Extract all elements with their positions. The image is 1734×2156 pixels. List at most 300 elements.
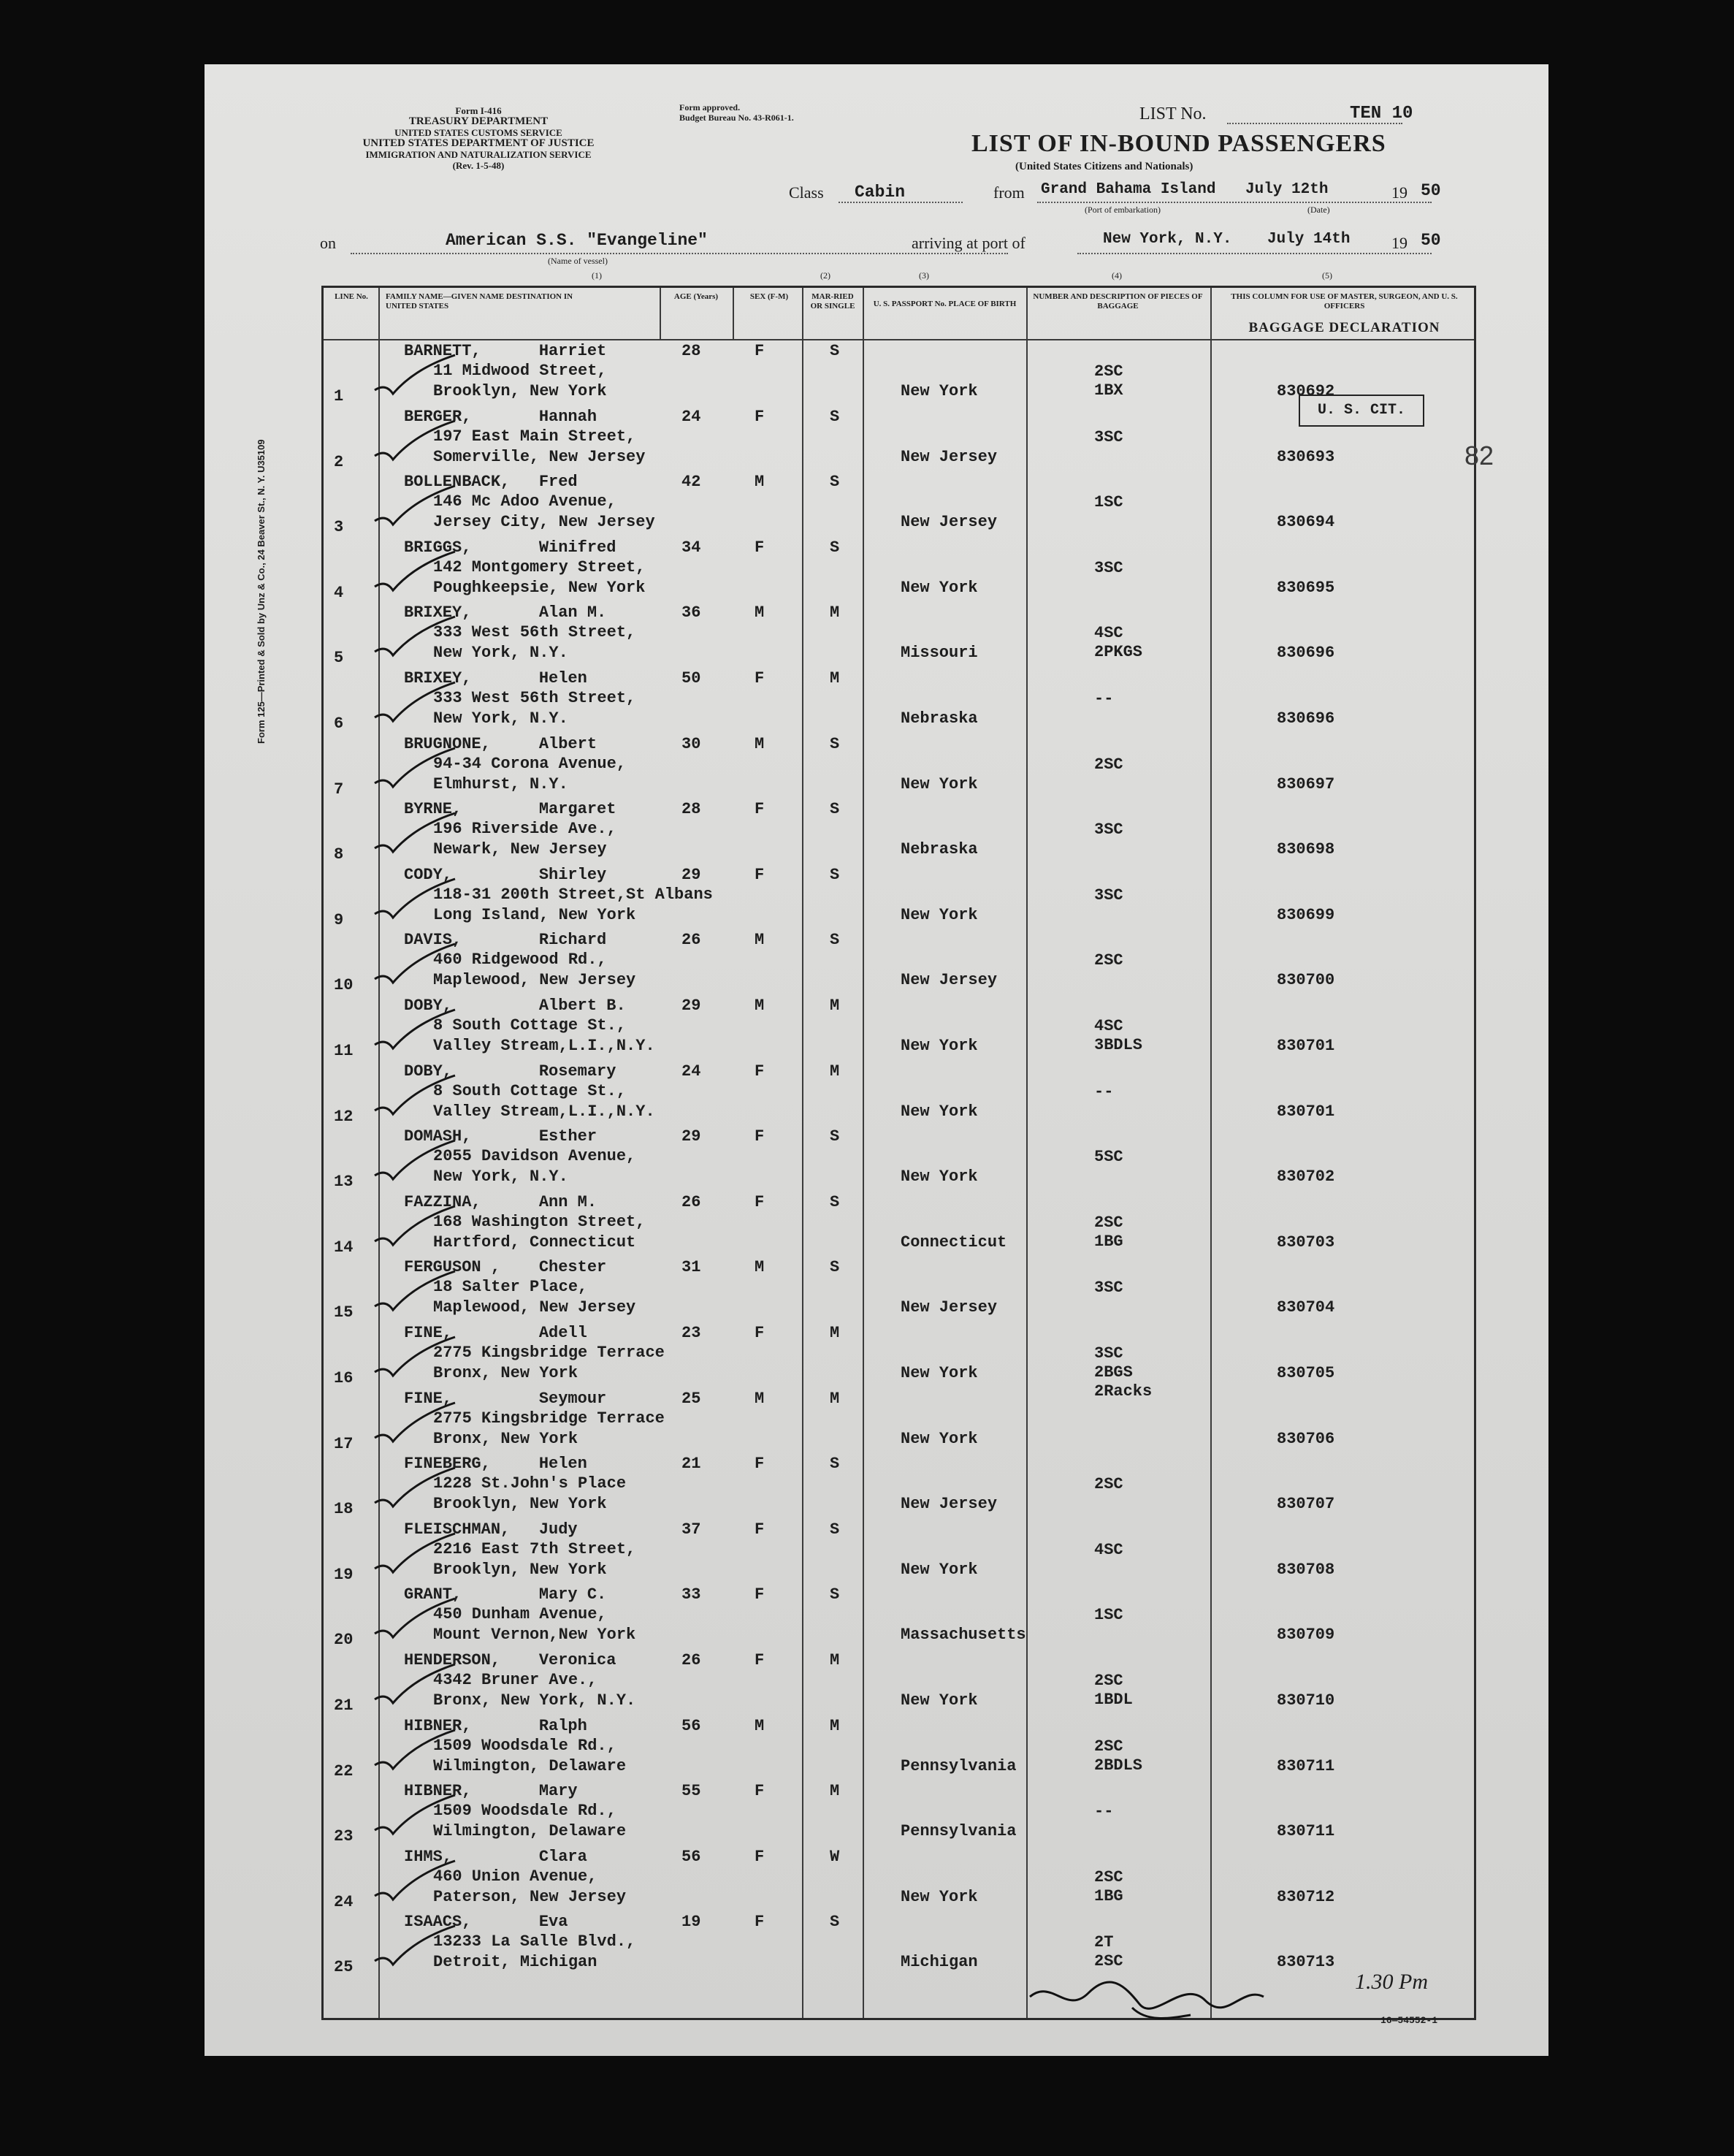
cell-name: FINEBERG, Helen (404, 1455, 587, 1474)
cell-place: New Jersey (901, 971, 998, 990)
cell-addr2: Newark, New Jersey (433, 840, 607, 859)
cell-decl: 830699 (1277, 905, 1335, 924)
cell-marital: M (830, 603, 840, 622)
cell-line: 13 (334, 1173, 354, 1192)
cell-decl: 830696 (1277, 644, 1335, 663)
cell-addr2: Hartford, Connecticut (433, 1233, 636, 1252)
cell-addr2: Jersey City, New Jersey (433, 513, 655, 532)
page-subtitle: (United States Citizens and Nationals) (1015, 161, 1193, 172)
cell-marital: M (830, 669, 840, 687)
cell-bag1: 1SC (1094, 1606, 1123, 1625)
cell-bag1: 2SC (1094, 1867, 1123, 1886)
cell-sex: M (755, 1258, 765, 1277)
cell-place: New York (901, 774, 978, 793)
cell-age: 56 (681, 1716, 701, 1735)
cell-sex: F (755, 800, 765, 819)
cell-decl: 830696 (1277, 709, 1335, 728)
cell-addr1: 146 Mc Adoo Avenue, (433, 492, 616, 511)
cell-sex: F (755, 538, 765, 557)
cell-name: FERGUSON , Chester (404, 1258, 607, 1277)
cell-addr1: 196 Riverside Ave., (433, 820, 616, 839)
cell-bag2: 1BDL (1094, 1691, 1133, 1709)
cell-place: New York (901, 1167, 978, 1186)
cell-marital: M (830, 997, 840, 1015)
cell-bag1: 5SC (1094, 1148, 1123, 1167)
cell-decl: 830707 (1277, 1495, 1335, 1514)
cell-decl: 830713 (1277, 1953, 1335, 1972)
cell-place: Massachusetts (901, 1626, 1026, 1645)
cell-decl: 830706 (1277, 1429, 1335, 1448)
cell-bag1: 2T (1094, 1933, 1114, 1952)
cell-addr1: 1228 St.John's Place (433, 1474, 627, 1493)
cell-decl: 830693 (1277, 447, 1335, 466)
cell-line: 17 (334, 1434, 354, 1453)
cell-addr2: New York, N.Y. (433, 644, 568, 663)
from-label: from (993, 183, 1025, 202)
arriving-label: arriving at port of (912, 234, 1025, 252)
col-number: (1) (592, 270, 602, 281)
cell-bag1: 1SC (1094, 493, 1123, 512)
cell-addr1: 8 South Cottage St., (433, 1081, 627, 1100)
cell-sex: F (755, 342, 765, 360)
on-label: on (320, 234, 336, 252)
cell-decl: 830710 (1277, 1691, 1335, 1710)
table-row (324, 1061, 1474, 1126)
cell-name: BRIXEY, Helen (404, 669, 587, 687)
cell-bag2: 1BG (1094, 1886, 1123, 1905)
table-row (324, 1519, 1474, 1584)
cell-place: Nebraska (901, 840, 978, 859)
cell-bag1: 2SC (1094, 1475, 1123, 1494)
cell-name: BRIXEY, Alan M. (404, 603, 607, 622)
cell-addr1: 197 East Main Street, (433, 427, 636, 446)
cell-age: 19 (681, 1913, 701, 1932)
cell-addr2: Wilmington, Delaware (433, 1756, 627, 1775)
cell-addr1: 333 West 56th Street, (433, 623, 636, 642)
header-name: FAMILY NAME—GIVEN NAME DESTINATION IN UNITED STATES (386, 292, 573, 311)
cell-bag2: 2BDLS (1094, 1756, 1143, 1775)
cell-addr1: 94-34 Corona Avenue, (433, 754, 627, 773)
cell-addr2: Valley Stream,L.I.,N.Y. (433, 1102, 655, 1121)
page-title: LIST OF IN-BOUND PASSENGERS (971, 130, 1386, 157)
cell-line: 1 (334, 387, 344, 405)
cell-sex: F (755, 1520, 765, 1539)
cell-bag2: 1BG (1094, 1232, 1123, 1251)
cell-place: New York (901, 1429, 978, 1448)
cell-name: FINE, Adell (404, 1324, 587, 1342)
cell-name: ISAACS, Eva (404, 1913, 568, 1932)
cell-bag1: 2SC (1094, 1213, 1123, 1232)
cell-name: FINE, Seymour (404, 1389, 607, 1408)
header-sex: SEX (F-M) (749, 292, 789, 301)
cell-place: New Jersey (901, 1495, 998, 1514)
class-label: Class (789, 183, 824, 202)
cell-place: Connecticut (901, 1233, 1007, 1252)
header-line-no: LINE No. (335, 292, 368, 301)
cell-marital: S (830, 800, 840, 819)
table-row (324, 1453, 1474, 1518)
cell-bag1: 3SC (1094, 885, 1123, 904)
cell-age: 31 (681, 1258, 701, 1277)
cell-name: DAVIS, Richard (404, 931, 607, 950)
cell-bag1: 3SC (1094, 820, 1123, 839)
cell-name: DOBY, Albert B. (404, 997, 626, 1015)
cell-decl: 830692 (1277, 382, 1335, 400)
signature-time: 1.30 Pm (1355, 1970, 1428, 1994)
cell-marital: S (830, 538, 840, 557)
cell-age: 34 (681, 538, 701, 557)
cell-place: New Jersey (901, 1298, 998, 1317)
cell-marital: S (830, 931, 840, 950)
embark-year-prefix: 19 (1391, 183, 1408, 202)
cell-bag1: 2SC (1094, 1672, 1123, 1690)
header-passport: U. S. PASSPORT No. PLACE OF BIRTH (873, 300, 1017, 308)
cell-place: Pennsylvania (901, 1756, 1017, 1775)
col-number: (3) (919, 270, 929, 281)
cell-addr1: 8 South Cottage St., (433, 1016, 627, 1035)
cell-bag1: 4SC (1094, 624, 1123, 643)
header-age: AGE (Years) (673, 292, 719, 301)
cell-age: 24 (681, 1062, 701, 1081)
cell-line: 24 (334, 1892, 354, 1911)
form-identifier: Form I-416 TREASURY DEPARTMENT UNITED STATES CUSTOMS SERVICE UNITED STATES DEPARTMENT OF JUSTICE IMMIGRATION AND NATURALIZATION SERVICE (Rev. 1-5-48) (362, 105, 595, 171)
cell-addr1: 1509 Woodsdale Rd., (433, 1736, 616, 1755)
cell-age: 50 (681, 669, 701, 687)
date-caption: (Date) (1307, 205, 1330, 215)
cell-name: IHMS, Clara (404, 1847, 587, 1866)
cell-marital: S (830, 407, 840, 426)
budget-approval: Form approved. Budget Bureau No. 43-R061-1. (679, 102, 794, 123)
cell-decl: 830705 (1277, 1364, 1335, 1382)
cell-marital: M (830, 1389, 840, 1408)
cell-addr2: Brooklyn, New York (433, 1495, 607, 1514)
cell-name: HIBNER, Mary (404, 1782, 578, 1801)
cell-name: CODY, Shirley (404, 865, 607, 884)
table-row (324, 1257, 1474, 1322)
cell-marital: W (830, 1847, 840, 1866)
cell-addr2: Maplewood, New Jersey (433, 1298, 636, 1317)
cell-bag2: 1BX (1094, 381, 1123, 400)
cell-name: BYRNE, Margaret (404, 800, 616, 819)
col-number: (5) (1322, 270, 1332, 281)
cell-decl: 830700 (1277, 971, 1335, 990)
cell-sex: F (755, 1062, 765, 1081)
cell-place: New York (901, 905, 978, 924)
cell-marital: S (830, 1127, 840, 1146)
cell-place: New Jersey (901, 447, 998, 466)
port-embark-caption: (Port of embarkation) (1085, 205, 1161, 215)
cell-sex: F (755, 1585, 765, 1604)
list-no-label: LIST No. (1139, 104, 1207, 123)
cell-addr2: Valley Stream,L.I.,N.Y. (433, 1037, 655, 1055)
table-row (324, 1584, 1474, 1649)
cell-decl: 830694 (1277, 513, 1335, 532)
cell-age: 37 (681, 1520, 701, 1539)
cell-name: BERGER, Hannah (404, 407, 597, 426)
cell-sex: F (755, 1847, 765, 1866)
cell-bag1: 2SC (1094, 951, 1123, 970)
arrival-year: 50 (1421, 231, 1441, 250)
cell-name: HIBNER, Ralph (404, 1716, 587, 1735)
cell-addr2: Bronx, New York, N.Y. (433, 1691, 636, 1710)
cell-addr2: Detroit, Michigan (433, 1953, 597, 1972)
cell-addr2: Elmhurst, N.Y. (433, 774, 568, 793)
cell-addr2: Brooklyn, New York (433, 382, 607, 400)
cell-name: BRIGGS, Winifred (404, 538, 616, 557)
cell-bag1: 2SC (1094, 362, 1123, 381)
cell-sex: F (755, 1455, 765, 1474)
cell-sex: M (755, 603, 765, 622)
cell-bag1: 2SC (1094, 1737, 1123, 1756)
us-citizen-stamp: U. S. CIT. (1299, 395, 1424, 427)
cell-addr1: 1509 Woodsdale Rd., (433, 1802, 616, 1821)
cell-sex: F (755, 1913, 765, 1932)
cell-bag1: -- (1094, 1082, 1114, 1101)
cell-addr1: 2775 Kingsbridge Terrace (433, 1344, 665, 1362)
cell-bag3: 2Racks (1094, 1382, 1153, 1401)
cell-line: 8 (334, 845, 344, 864)
cell-bag2: 2BGS (1094, 1363, 1133, 1382)
cell-place: New York (901, 578, 978, 597)
cell-addr1: 2055 Davidson Avenue, (433, 1147, 636, 1166)
cell-name: HENDERSON, Veronica (404, 1651, 616, 1669)
cell-addr2: Paterson, New Jersey (433, 1887, 627, 1906)
cell-place: New York (901, 382, 978, 400)
cell-line: 4 (334, 583, 344, 602)
cell-line: 16 (334, 1369, 354, 1387)
cell-sex: M (755, 473, 765, 492)
cell-bag1: 3SC (1094, 1279, 1123, 1298)
cell-bag1: -- (1094, 1802, 1114, 1821)
port-of-embarkation: Grand Bahama Island (1041, 181, 1216, 198)
cell-line: 3 (334, 518, 344, 537)
cell-addr2: Poughkeepsie, New York (433, 578, 646, 597)
cell-addr1: 11 Midwood Street, (433, 362, 607, 380)
cell-place: Missouri (901, 644, 978, 663)
cell-sex: F (755, 669, 765, 687)
cell-marital: S (830, 342, 840, 360)
header-baggage: NUMBER AND DESCRIPTION OF PIECES OF BAGGAGE (1033, 292, 1203, 311)
cell-name: BARNETT, Harriet (404, 342, 607, 360)
cell-name: DOBY, Rosemary (404, 1062, 616, 1081)
cell-age: 25 (681, 1389, 701, 1408)
cell-addr2: Mount Vernon,New York (433, 1626, 636, 1645)
cell-addr1: 13233 La Salle Blvd., (433, 1932, 636, 1951)
cell-decl: 830698 (1277, 840, 1335, 859)
cell-age: 26 (681, 1651, 701, 1669)
cell-name: DOMASH, Esther (404, 1127, 597, 1146)
embark-date: July 12th (1245, 181, 1329, 198)
cell-addr1: 460 Ridgewood Rd., (433, 951, 607, 970)
cell-addr2: Somerville, New Jersey (433, 447, 646, 466)
cell-place: New York (901, 1037, 978, 1055)
cell-place: New York (901, 1691, 978, 1710)
cell-sex: M (755, 1716, 765, 1735)
table-row (324, 1650, 1474, 1715)
cell-age: 33 (681, 1585, 701, 1604)
cell-age: 55 (681, 1782, 701, 1801)
inspector-signature (1023, 1964, 1300, 2030)
cell-decl: 830695 (1277, 578, 1335, 597)
cell-age: 42 (681, 473, 701, 492)
cell-marital: S (830, 734, 840, 753)
cell-marital: S (830, 1455, 840, 1474)
cell-place: New York (901, 1364, 978, 1382)
cell-addr1: 2216 East 7th Street, (433, 1539, 636, 1558)
table-row (324, 734, 1474, 799)
cell-place: Nebraska (901, 709, 978, 728)
cell-bag2: 3BDLS (1094, 1036, 1143, 1054)
cell-bag1: 3SC (1094, 427, 1123, 446)
cell-line: 5 (334, 649, 344, 668)
cell-line: 21 (334, 1696, 354, 1715)
cell-marital: M (830, 1062, 840, 1081)
cell-marital: S (830, 1913, 840, 1932)
cell-addr1: 333 West 56th Street, (433, 689, 636, 707)
cell-name: BOLLENBACK, Fred (404, 473, 578, 492)
cell-marital: S (830, 1192, 840, 1211)
cell-line: 10 (334, 976, 354, 995)
embark-year: 50 (1421, 181, 1441, 200)
cell-addr1: 460 Union Avenue, (433, 1867, 597, 1886)
cell-sex: F (755, 865, 765, 884)
table-row (324, 1388, 1474, 1453)
cell-sex: M (755, 931, 765, 950)
list-no-value: TEN 10 (1350, 104, 1413, 123)
cell-bag1: 3SC (1094, 1344, 1123, 1363)
cell-place: New York (901, 1560, 978, 1579)
class-value: Cabin (855, 183, 906, 202)
table-row (324, 799, 1474, 864)
cell-age: 24 (681, 407, 701, 426)
printer-imprint: Form 125—Printed & Sold by Unz & Co., 24 Beaver St., N. Y. U35109 (256, 439, 267, 744)
cell-decl: 830704 (1277, 1298, 1335, 1317)
cell-line: 14 (334, 1238, 354, 1257)
cell-age: 29 (681, 997, 701, 1015)
cell-name: FAZZINA, Ann M. (404, 1192, 597, 1211)
cell-line: 9 (334, 910, 344, 929)
header-baggage-declaration: BAGGAGE DECLARATION (1248, 320, 1440, 335)
cell-addr1: 118-31 200th Street,St Albans (433, 885, 713, 904)
table-row (324, 1780, 1474, 1845)
cell-decl: 830711 (1277, 1756, 1335, 1775)
cell-marital: M (830, 1324, 840, 1342)
cell-sex: F (755, 407, 765, 426)
footer-code: 16—54552-1 (1380, 2015, 1438, 2026)
cell-age: 28 (681, 342, 701, 360)
cell-addr2: New York, N.Y. (433, 1167, 568, 1186)
cell-sex: F (755, 1782, 765, 1801)
passenger-table (321, 286, 1476, 2020)
cell-bag1: 2SC (1094, 755, 1123, 774)
vessel-caption: (Name of vessel) (548, 256, 608, 266)
cell-place: New Jersey (901, 513, 998, 532)
cell-age: 26 (681, 1192, 701, 1211)
cell-decl: 830712 (1277, 1887, 1335, 1906)
cell-age: 26 (681, 931, 701, 950)
cell-place: New York (901, 1102, 978, 1121)
cell-name: FLEISCHMAN, Judy (404, 1520, 578, 1539)
cell-line: 7 (334, 780, 344, 799)
cell-decl: 830703 (1277, 1233, 1335, 1252)
cell-bag2: 2SC (1094, 1952, 1123, 1971)
cell-addr1: 450 Dunham Avenue, (433, 1605, 607, 1624)
cell-addr2: Bronx, New York (433, 1364, 578, 1382)
cell-decl: 830708 (1277, 1560, 1335, 1579)
cell-age: 29 (681, 865, 701, 884)
cell-name: BRUGNONE, Albert (404, 734, 597, 753)
cell-place: Michigan (901, 1953, 978, 1972)
cell-marital: M (830, 1782, 840, 1801)
cell-decl: 830711 (1277, 1822, 1335, 1841)
table-row (324, 1846, 1474, 1911)
cell-bag1: 4SC (1094, 1540, 1123, 1559)
cell-line: 15 (334, 1303, 354, 1322)
cell-addr1: 4342 Bruner Ave., (433, 1671, 597, 1689)
table-row (324, 537, 1474, 602)
cell-bag2: 2PKGS (1094, 643, 1143, 662)
cell-sex: M (755, 997, 765, 1015)
cell-addr1: 18 Salter Place, (433, 1278, 588, 1297)
cell-decl: 830709 (1277, 1626, 1335, 1645)
cell-marital: S (830, 1585, 840, 1604)
cell-age: 36 (681, 603, 701, 622)
cell-marital: M (830, 1716, 840, 1735)
cell-marital: S (830, 1258, 840, 1277)
table-row (324, 864, 1474, 929)
cell-bag1: 3SC (1094, 558, 1123, 577)
cell-addr1: 2775 Kingsbridge Terrace (433, 1409, 665, 1428)
table-row (324, 1715, 1474, 1780)
cell-marital: S (830, 473, 840, 492)
manifest-sheet (205, 64, 1548, 2056)
cell-addr2: Long Island, New York (433, 905, 636, 924)
cell-line: 22 (334, 1761, 354, 1780)
cell-sex: M (755, 734, 765, 753)
header-married: MAR-RIED OR SINGLE (810, 292, 855, 311)
cell-addr2: New York, N.Y. (433, 709, 568, 728)
cell-line: 18 (334, 1500, 354, 1519)
cell-age: 29 (681, 1127, 701, 1146)
cell-sex: F (755, 1127, 765, 1146)
cell-sex: M (755, 1389, 765, 1408)
cell-age: 30 (681, 734, 701, 753)
cell-sex: F (755, 1324, 765, 1342)
cell-line: 2 (334, 452, 344, 471)
cell-line: 6 (334, 715, 344, 733)
cell-place: Pennsylvania (901, 1822, 1017, 1841)
cell-marital: S (830, 1520, 840, 1539)
cell-name: GRANT, Mary C. (404, 1585, 607, 1604)
col-number: (2) (820, 270, 830, 281)
vessel-name: American S.S. "Evangeline" (446, 231, 708, 250)
cell-bag1: -- (1094, 690, 1114, 708)
table-row (324, 1911, 1474, 1976)
cell-decl: 830701 (1277, 1037, 1335, 1055)
table-row (324, 668, 1474, 733)
cell-line: 11 (334, 1042, 354, 1060)
cell-line: 12 (334, 1107, 354, 1126)
cell-addr2: Bronx, New York (433, 1429, 578, 1448)
cell-addr1: 142 Montgomery Street, (433, 557, 646, 576)
table-row (324, 602, 1474, 667)
cell-addr2: Wilmington, Delaware (433, 1822, 627, 1841)
cell-bag1: 4SC (1094, 1017, 1123, 1035)
cell-age: 21 (681, 1455, 701, 1474)
cell-age: 28 (681, 800, 701, 819)
table-row (324, 929, 1474, 994)
cell-age: 56 (681, 1847, 701, 1866)
